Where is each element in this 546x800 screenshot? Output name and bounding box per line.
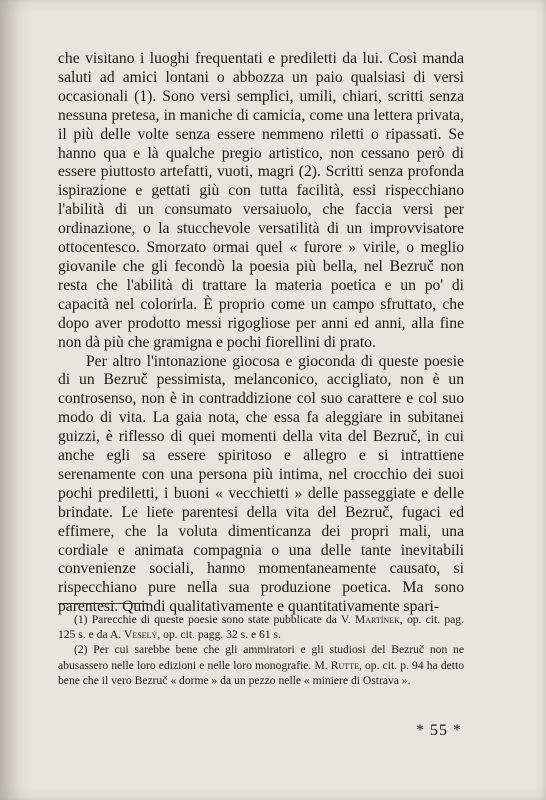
footnote-separator <box>58 603 148 604</box>
footnote-2 <box>58 642 464 688</box>
footnote-2-author-rutte: Rutte <box>330 658 359 672</box>
footnote-1-author-vesely: Veselý <box>124 628 158 642</box>
footnote-2-text-end: , op. cit. p. 94 ha detto bene che il vero Bezruč « dorme » da un pezzo nelle « miniere di Ostrava ». <box>58 658 465 687</box>
footnote-1-author-martinek: Martínek <box>354 613 400 626</box>
footnote-1 <box>58 612 464 642</box>
footnote-2-text-start: (2) Per cui sarebbe bene che gli ammiratori e gli studiosi del Bezruč non ne abusassero nelle loro edizioni e nelle loro monografie. M. <box>58 643 464 672</box>
main-text <box>58 50 464 617</box>
footnote-1-text-middle: , op. cit. pag. 125 s. e da A. <box>58 613 464 642</box>
footnote-1-text-start: (1) Parecchie di queste poesie sono state pubblicate da V. <box>74 613 355 626</box>
footnote-1-text-end: , op. cit. pagg. 32 s. e 61 s. <box>157 628 281 642</box>
footnotes <box>58 612 464 688</box>
page-number: * 55 * <box>416 722 462 739</box>
paragraph-2: Per altro l'intonazione giocosa e gioconda di queste poesie di un Bezruč pessimista, melanconico, accigliato, non è un controsenso, non è in contraddizione col suo carattere e col suo modo di vita. La gaia nota, che essa fa aleggiare in subitanei guizzi, è riflesso di quei momenti della vita del Bezruč, in cui anche egli sa essere spiritoso e allegro e si intrattiene serenamente con una persona più intima, nel crocchio dei suoi pochi prediletti, i buoni « vecchietti » delle passeggiate e delle brindate. Le liete parentesi della vita del Bezruč, fugaci ed effimere, che la voluta dimenticanza dei propri mali, una cordiale e animata compagnia o una delle tante inevitabili convenienze sociali, hanno momentaneamente causato, si rispecchiano pure nella sua produzione poetica. Ma sono parentesi. Quindi qualitativamente e quantitativamente spari- <box>58 352 464 616</box>
paragraph-1: che visitano i luoghi frequentati e prediletti da lui. Così manda saluti ad amici lontani o abbozza un paio qualsiasi di versi occasionali (1). Sono versi semplici, umili, chiari, scritti senza nessuna pretesa, in maniche di camicia, come una lettera privata, il più delle volte senza essere nemmeno riletti o ripassati. Se hanno qua e là qualche pregio artistico, non cessano però di essere piuttosto artefatti, vuoti, magri (2). Scritti senza profonda ispirazione e gettati giù con tutta facilità, essi rispecchiano l'abilità di un consumato versaiuolo, che faccia versi per ordinazione, o la stucchevole versatilità di un improvvisatore ottocentesco. Smorzato ormai quel « furore » virile, o meglio giovanile che gli fecondò la poesia più bella, nel Bezruč non resta che l'abilità di trattare la materia poetica e un po' di capacità nel colorirla. È proprio come un campo sfruttato, che dopo aver prodotto messi rigogliose per anni ed anni, alla fine non dà più che gramigna e pochi fiorellini di prato. <box>58 50 464 351</box>
